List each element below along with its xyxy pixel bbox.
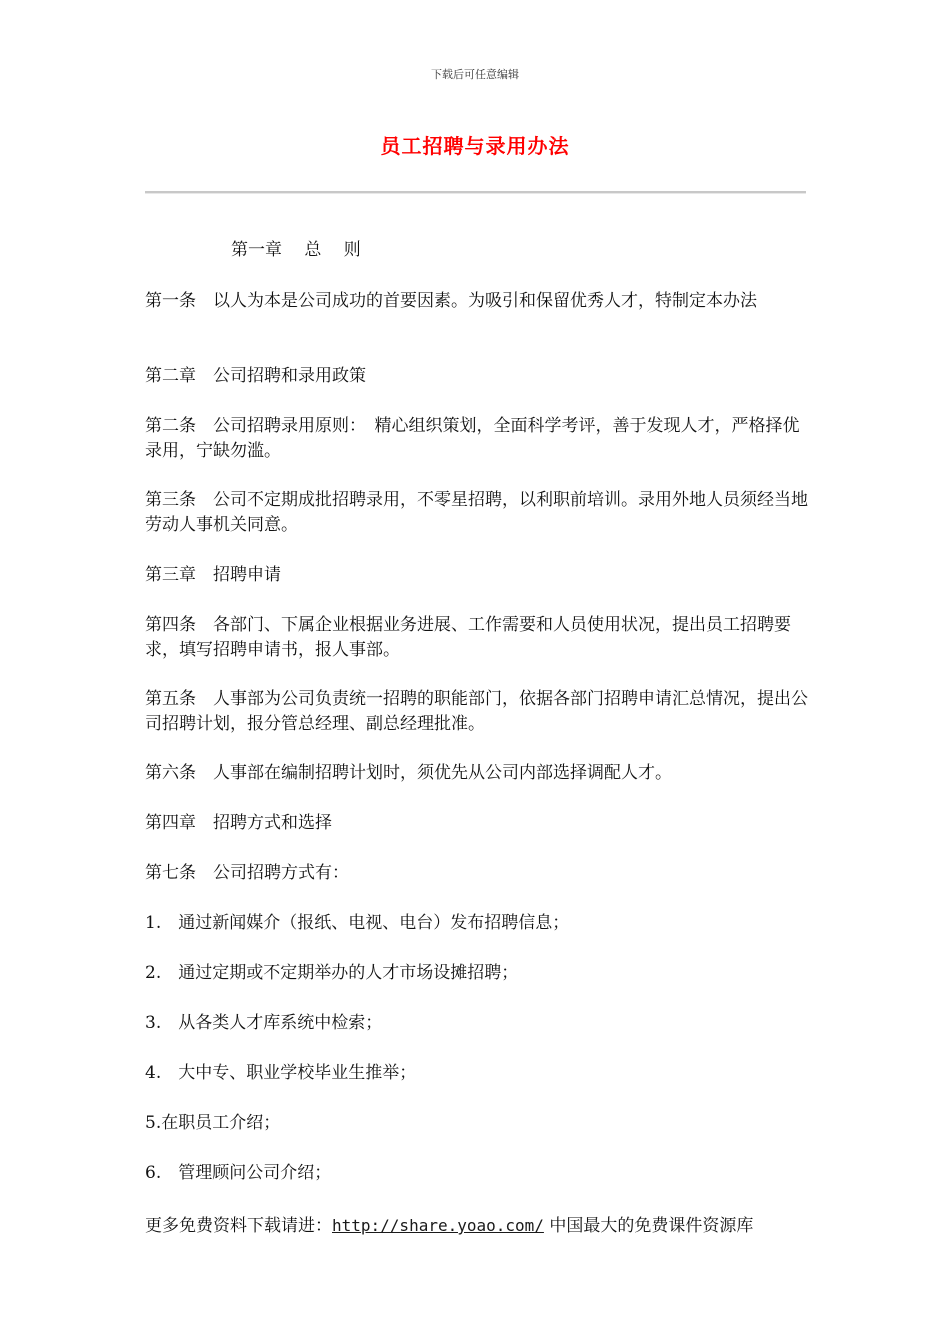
document-title: 员工招聘与录用办法 [380,134,570,158]
chapter-heading: 第三章 招聘申请 [145,565,281,585]
article-paragraph: 第二条 公司招聘录用原则： 精心组织策划，全面科学考评，善于发现人才，严格择优录用，宁缺勿滥。 [145,416,800,461]
article-paragraph: 第六条 人事部在编制招聘计划时，须优先从公司内部选择调配人才。 [145,763,672,783]
list-item: 2. 通过定期或不定期举办的人才市场设摊招聘； [145,963,519,983]
list-item: 3. 从各类人才库系统中检索； [145,1013,383,1033]
article-paragraph: 第四条 各部门、下属企业根据业务进展、工作需要和人员使用状况，提出员工招聘要求，填写招聘申请书，报人事部。 [145,615,791,660]
article-paragraph: 第一条 以人为本是公司成功的首要因素。为吸引和保留优秀人才，特制定本办法 [145,291,757,311]
article-paragraph: 第七条 公司招聘方式有： [145,863,349,883]
footer-prefix: 更多免费资料下载请进： [145,1216,332,1236]
footer-line [145,1213,825,1239]
list-item: 1. 通过新闻媒介（报纸、电视、电台）发布招聘信息； [145,913,570,933]
list-item: 4. 大中专、职业学校毕业生推举； [145,1063,417,1083]
footer-suffix: 中国最大的免费课件资源库 [543,1216,754,1236]
list-item: 5.在职员工介绍； [145,1113,281,1133]
header-note: 下载后可任意编辑 [431,68,519,81]
footer-link[interactable]: http://share.yoao.com/ [332,1216,544,1235]
chapter-heading: 第四章 招聘方式和选择 [145,813,332,833]
article-paragraph: 第三条 公司不定期成批招聘录用，不零星招聘，以利职前培训。录用外地人员须经当地劳动人事机关同意。 [145,490,808,535]
chapter-heading: 第一章 总 则 [231,240,361,260]
list-item: 6. 管理顾问公司介绍； [145,1163,332,1183]
chapter-heading: 第二章 公司招聘和录用政策 [145,366,366,386]
title-divider [145,191,806,194]
article-paragraph: 第五条 人事部为公司负责统一招聘的职能部门，依据各部门招聘申请汇总情况，提出公司招聘计划，报分管总经理、副总经理批准。 [145,689,808,734]
